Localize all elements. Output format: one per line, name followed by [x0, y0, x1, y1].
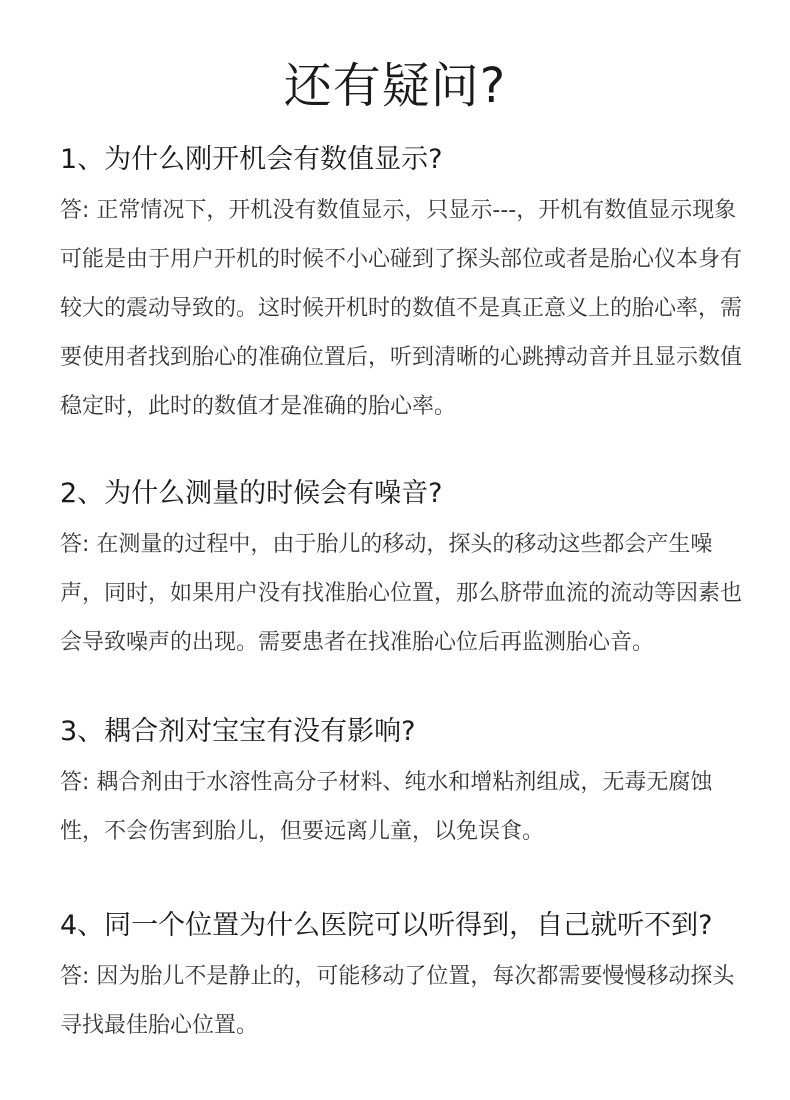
faq-answer: [60, 520, 750, 667]
faq-answer: [60, 186, 750, 431]
faq-item-1: [60, 140, 760, 431]
page-title: 还有疑问?: [283, 58, 507, 114]
answer-text: 因为胎儿不是静止的，可能移动了位置，每次都需要慢慢移动探头寻找最佳胎心位置。: [60, 964, 735, 1038]
faq-item-2: [60, 474, 760, 667]
faq-answer: [60, 952, 750, 1050]
answer-text: 正常情况下，开机没有数值显示，只显示---，开机有数值显示现象可能是由于用户开机的时候不小心碰到了探头部位或者是胎心仪本身有较大的震动导致的。这时候开机时的数值不是真正意义上的胎心率，需要使用者找到胎心的准确位置后，听到清晰的心跳搏动音并且显示数值稳定时，此时的数值才是准确的胎心率。: [60, 198, 743, 419]
answer-prefix: 答:: [60, 770, 90, 795]
faq-question: 2、为什么测量的时候会有噪音?: [60, 478, 443, 509]
answer-prefix: 答:: [60, 964, 90, 989]
answer-prefix: 答:: [60, 532, 90, 557]
faq-item-3: [60, 712, 760, 856]
faq-answer: [60, 758, 750, 856]
answer-text: 在测量的过程中，由于胎儿的移动，探头的移动这些都会产生噪声，同时，如果用户没有找准胎心位置，那么脐带血流的流动等因素也会导致噪声的出现。需要患者在找准胎心位后再监测胎心音。: [60, 532, 743, 655]
faq-question: 1、为什么刚开机会有数值显示?: [60, 144, 443, 175]
faq-item-4: [60, 906, 760, 1050]
answer-prefix: 答:: [60, 198, 90, 223]
faq-question: 3、耦合剂对宝宝有没有影响?: [60, 716, 416, 747]
faq-question: 4、同一个位置为什么医院可以听得到，自己就听不到?: [60, 910, 713, 941]
answer-text: 耦合剂由于水溶性高分子材料、纯水和增粘剂组成，无毒无腐蚀性，不会伤害到胎儿，但要远离儿童，以免误食。: [60, 770, 713, 844]
